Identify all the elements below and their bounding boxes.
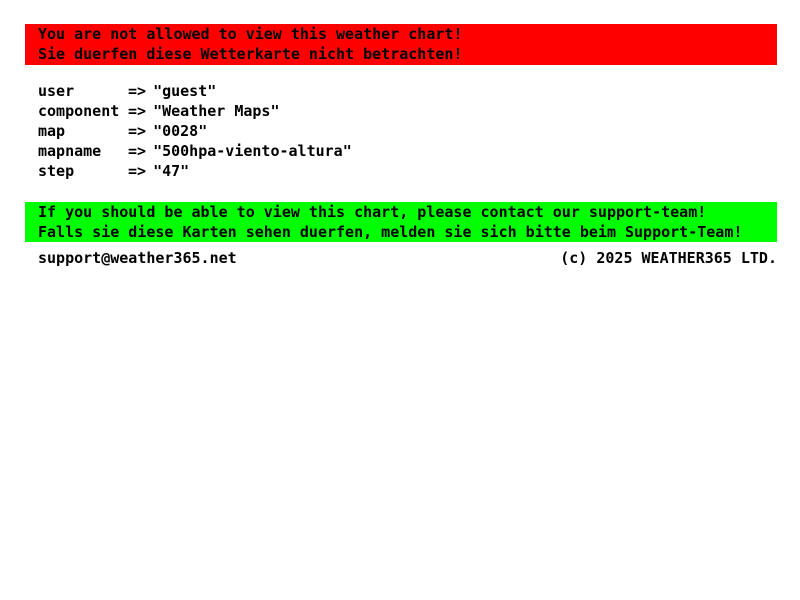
footer xyxy=(38,248,777,268)
support-message-de: Falls sie diese Karten sehen duerfen, melden sie sich bitte beim Support-Team! xyxy=(38,222,743,241)
support-info-banner xyxy=(25,202,777,242)
detail-row-map xyxy=(38,121,352,141)
arrow-glyph: => xyxy=(128,82,147,100)
detail-row-user xyxy=(38,81,352,101)
access-denied-banner xyxy=(25,24,777,65)
detail-value-component: "Weather Maps" xyxy=(153,102,280,120)
detail-key-map: map xyxy=(38,122,66,140)
arrow-glyph: => xyxy=(128,142,147,160)
access-denied-message-en: You are not allowed to view this weather chart! xyxy=(38,25,463,43)
access-denied-message-de: Sie duerfen diese Wetterkarte nicht betrachten! xyxy=(38,44,463,63)
support-email: support@weather365.net xyxy=(38,249,237,267)
detail-value-user: "guest" xyxy=(153,82,217,100)
arrow-glyph: => xyxy=(128,122,147,140)
detail-key-user: user xyxy=(38,82,75,100)
detail-value-step: "47" xyxy=(153,162,190,180)
detail-row-component xyxy=(38,101,352,121)
detail-key-step: step xyxy=(38,162,75,180)
copyright-notice: (c) 2025 WEATHER365 LTD. xyxy=(560,249,777,267)
support-message-en: If you should be able to view this chart, please contact our support-team! xyxy=(38,203,707,221)
detail-value-mapname: "500hpa-viento-altura" xyxy=(153,142,352,160)
detail-row-step xyxy=(38,161,352,181)
detail-key-mapname: mapname xyxy=(38,142,102,160)
detail-value-map: "0028" xyxy=(153,122,208,140)
arrow-glyph: => xyxy=(128,162,147,180)
arrow-glyph: => xyxy=(128,102,147,120)
request-details xyxy=(38,81,352,181)
detail-row-mapname xyxy=(38,141,352,161)
detail-key-component: component xyxy=(38,102,120,120)
